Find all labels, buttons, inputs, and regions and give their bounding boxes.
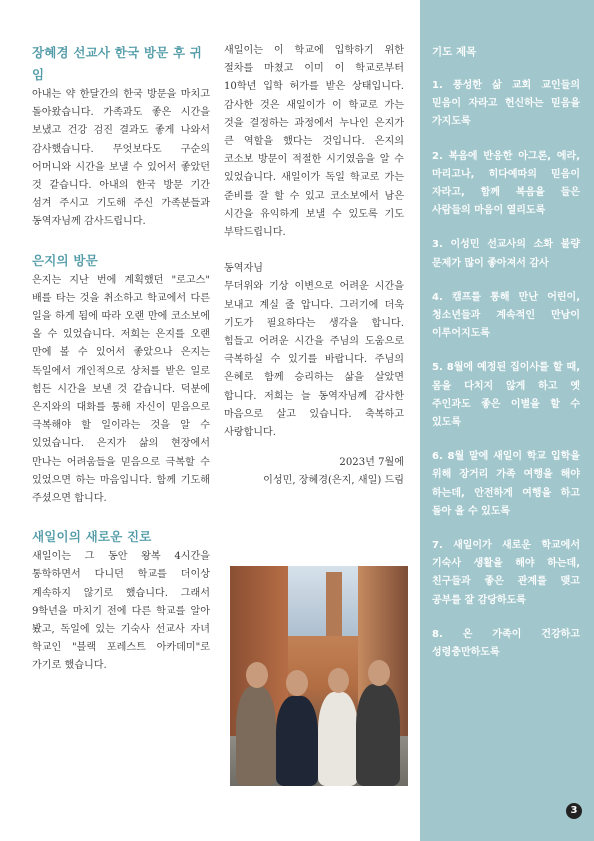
closing-paragraph: 무더위와 기상 이변으로 어려운 시간을 보내고 계실 줄 압니다. 그러기에 더욱 기도가 필요하다는 생각을 합니다. 힘들고 어려운 시간을 주님의 도움으로 극복하실 수 있기를 바랍니다. 주님의 은혜로 함께 승리하는 삶을 살았면 합니다. 저희는 늘 동역자님께 감사한 마음으로 살고 있습니다. 축복하고 사랑합니다. <box>224 281 404 439</box>
letter-date: 2023년 7월에 <box>339 457 404 469</box>
prayer-item: 3. 이성민 선교사의 소화 불량 문제가 많이 좋아져서 감사 <box>432 239 580 269</box>
section-body-eunji-visit: 은지는 지난 번에 계획했던 "로고스" 배를 타는 것을 취소하고 학교에서 다른 일을 하게 됨에 따라 오랜 만에 코소보에 올 수 있었습니다. 저희는 은지를 오랜 만에 볼 수 있어서 좋았으나 은지는 독일에서 개인적으로 상처를 받은 일로 힘든 시간을 보낸 것 같습니다. 덕분에 은지와의 대화를 통해 자신이 믿음으로 극복해야 할 일이라는 것을 알 수 있었습니다. 은지가 삶의 현장에서 만나는 어려움들을 믿음으로 극복할 수 있었으면 하는 마음입니다. 함께 기도해 주셨으면 합니다. <box>32 274 210 505</box>
greeting: 동역자님 <box>224 263 264 275</box>
prayer-item: 7. 새일이가 새로운 학교에서 기숙사 생활을 해야 하는데, 친구들과 좋은 관계를 맺고 공부를 잘 감당하도록 <box>432 540 580 606</box>
prayer-item: 5. 8월에 예정된 집이사를 할 때, 몸을 다치지 않게 하고 옛 주인과도 좋은 이별을 할 수 있도록 <box>432 362 580 429</box>
section-heading-eunji-visit: 은지의 방문 <box>32 252 98 268</box>
prayer-sidebar <box>420 0 594 841</box>
middle-column <box>224 42 404 491</box>
saeil-admission-paragraph: 새일이는 이 학교에 입학하기 위한 절차를 마쳤고 이미 이 학교로부터 10학년 입학 허가를 받은 상태입니다. 감사한 것은 새일이가 이 학교로 가는 것을 결정하는 과정에서 누나인 은지가 큰 역할을 했다는 것입니다. 은지의 코소보 방문이 적절한 시기였음을 알 수 있었습니다. 새일이가 독일 학교로 가는 준비를 잘 할 수 있고 코소보에서 남은 시간을 유익하게 보낼 수 있도록 기도 부탁드립니다. <box>224 45 404 239</box>
section-body-saeil-path: 새일이는 그 동안 왕복 4시간을 통학하면서 다니던 학교를 더이상 계속하지 않기로 했습니다. 그래서 9학년을 마치기 전에 다른 학교를 알아 봤고, 독일에 있는 기숙사 선교사 자녀 학교인 "블랙 포레스트 아카데미"로 가기로 했습니다. <box>32 551 210 672</box>
prayer-item: 2. 복음에 반응한 아그론, 에라, 마리고나, 히다예따의 믿음이 자라고, 함께 복음을 들은 사람들의 마음이 열리도록 <box>432 150 580 217</box>
section-body-return: 아내는 약 한달간의 한국 방문을 마치고 돌아왔습니다. 가족과도 좋은 시간을 보냈고 건강 검진 결과도 좋게 나와서 감사했습니다. 무엇보다도 구순의 어머니와 시간을 보낼 수 있어서 좋았던 것 같습니다. 아내의 한국 방문 기간 섬겨 주시고 기도해 주신 가족분들과 동역자님께 감사드립니다. <box>32 89 210 228</box>
page-number: 3 <box>566 803 582 819</box>
left-column <box>32 42 210 676</box>
prayer-list <box>432 77 580 678</box>
prayer-item: 8. 온 가족이 건강하고 성령충만하도록 <box>432 628 580 659</box>
family-photo <box>230 566 408 786</box>
section-heading-saeil-path: 새일이의 새로운 진로 <box>32 529 152 545</box>
section-heading-return: 장혜경 선교사 한국 방문 후 귀임 <box>32 45 203 82</box>
sidebar-title: 기도 제목 <box>432 46 477 58</box>
prayer-item: 6. 8월 말에 새일이 학교 입학을 위해 장거리 가족 여행을 해야 하는데, 안전하게 여행을 하고 돌아 올 수 있도록 <box>432 451 580 517</box>
letter-signature: 이성민, 장혜경(은지, 새일) 드림 <box>263 475 404 487</box>
prayer-item: 1. 풍성한 삶 교회 교인들의 믿음이 자라고 헌신하는 믿음을 가지도록 <box>432 80 580 128</box>
prayer-item: 4. 캠프를 통해 만난 어린이, 청소년들과 계속적인 만남이 이루어지도록 <box>432 291 580 340</box>
